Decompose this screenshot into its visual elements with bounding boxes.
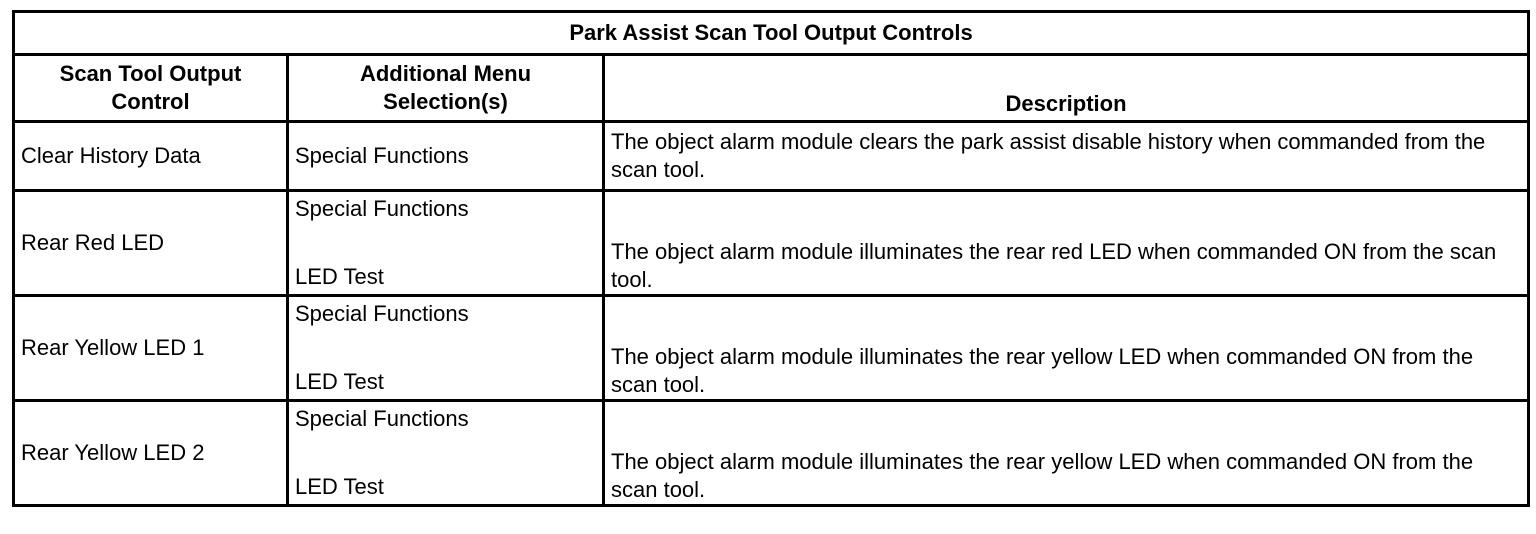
description-cell: The object alarm module illuminates the rear red LED when commanded ON from the scan tool.	[604, 191, 1529, 296]
menu-selection: Special Functions	[295, 196, 469, 221]
menu-selection: LED Test	[295, 369, 384, 394]
control-cell: Rear Yellow LED 1	[14, 296, 288, 401]
table-row	[14, 296, 1529, 401]
menu-cell	[288, 401, 604, 506]
description-cell: The object alarm module illuminates the rear yellow LED when commanded ON from the scan tool.	[604, 296, 1529, 401]
header-row	[14, 55, 1529, 122]
control-cell: Clear History Data	[14, 122, 288, 191]
column-header-control: Scan Tool Output Control	[14, 55, 288, 122]
column-header-menu: Additional Menu Selection(s)	[288, 55, 604, 122]
menu-cell: Special Functions	[288, 122, 604, 191]
menu-cell	[288, 296, 604, 401]
menu-selection: LED Test	[295, 474, 384, 499]
output-controls-table	[12, 10, 1530, 507]
menu-cell	[288, 191, 604, 296]
description-cell: The object alarm module clears the park assist disable history when commanded from the scan tool.	[604, 122, 1529, 191]
table-row	[14, 122, 1529, 191]
table-row	[14, 401, 1529, 506]
description-cell: The object alarm module illuminates the rear yellow LED when commanded ON from the scan tool.	[604, 401, 1529, 506]
menu-selection: Special Functions	[295, 406, 469, 431]
table-title: Park Assist Scan Tool Output Controls	[14, 12, 1529, 55]
control-cell: Rear Red LED	[14, 191, 288, 296]
menu-selection: LED Test	[295, 264, 384, 289]
control-cell: Rear Yellow LED 2	[14, 401, 288, 506]
table-row	[14, 191, 1529, 296]
menu-selection: Special Functions	[295, 301, 469, 326]
column-header-description: Description	[604, 55, 1529, 122]
